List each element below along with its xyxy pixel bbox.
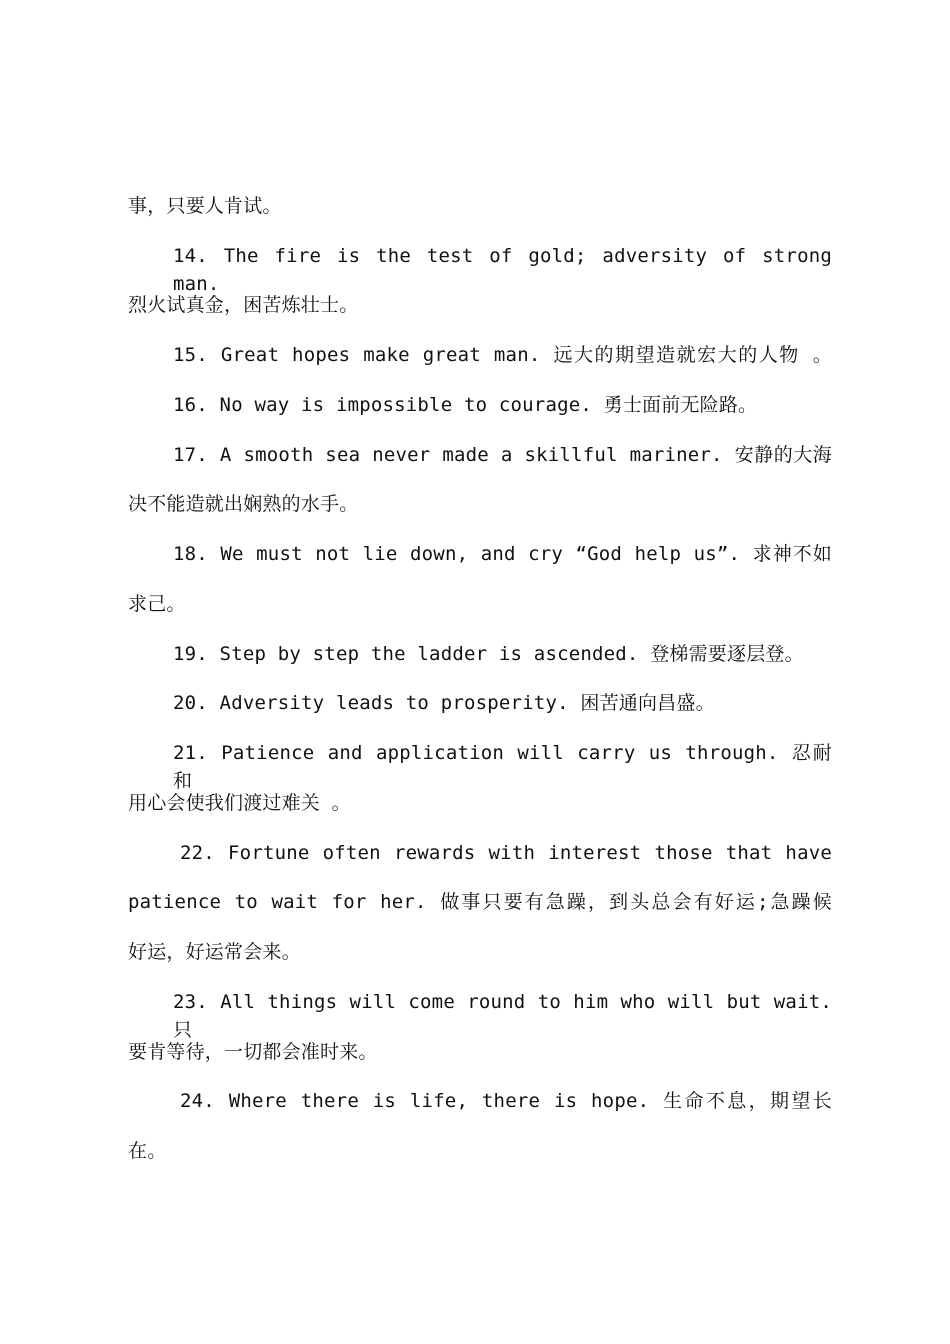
- text-line: 24. Where there is life, there is hope. 生命不息，期望长: [180, 1090, 832, 1112]
- text-line: 15. Great hopes make great man. 远大的期望造就宏大的人物 。: [173, 344, 832, 366]
- text-line: 在。: [128, 1140, 167, 1162]
- text-line: 22. Fortune often rewards with interest those that have: [180, 842, 832, 864]
- text-line: 18. We must not lie down, and cry “God help us”. 求神不如: [173, 543, 832, 565]
- text-line: 19. Step by step the ladder is ascended. 登梯需要逐层登。: [173, 643, 804, 665]
- text-line: 好运，好运常会来。: [128, 941, 301, 963]
- text-line: 16. No way is impossible to courage. 勇士面前无险路。: [173, 394, 758, 416]
- text-line: 事，只要人肯试。: [128, 195, 282, 217]
- text-line: 17. A smooth sea never made a skillful mariner. 安静的大海: [173, 444, 832, 466]
- text-line: 14. The fire is the test of gold; adversity of strong man.: [173, 245, 832, 295]
- text-line: 21. Patience and application will carry us through. 忍耐和: [173, 742, 832, 792]
- text-line: 要肯等待，一切都会准时来。: [128, 1041, 378, 1063]
- text-line: patience to wait for her. 做事只要有急躁，到头总会有好运;急躁候: [128, 891, 832, 913]
- text-line: 决不能造就出娴熟的水手。: [128, 493, 359, 515]
- text-line: 用心会使我们渡过难关 。: [128, 792, 351, 814]
- text-line: 烈火试真金，困苦炼壮士。: [128, 294, 359, 316]
- text-line: 20. Adversity leads to prosperity. 困苦通向昌盛。: [173, 692, 715, 714]
- text-line: 求己。: [128, 593, 186, 615]
- text-line: 23. All things will come round to him who will but wait. 只: [173, 991, 832, 1041]
